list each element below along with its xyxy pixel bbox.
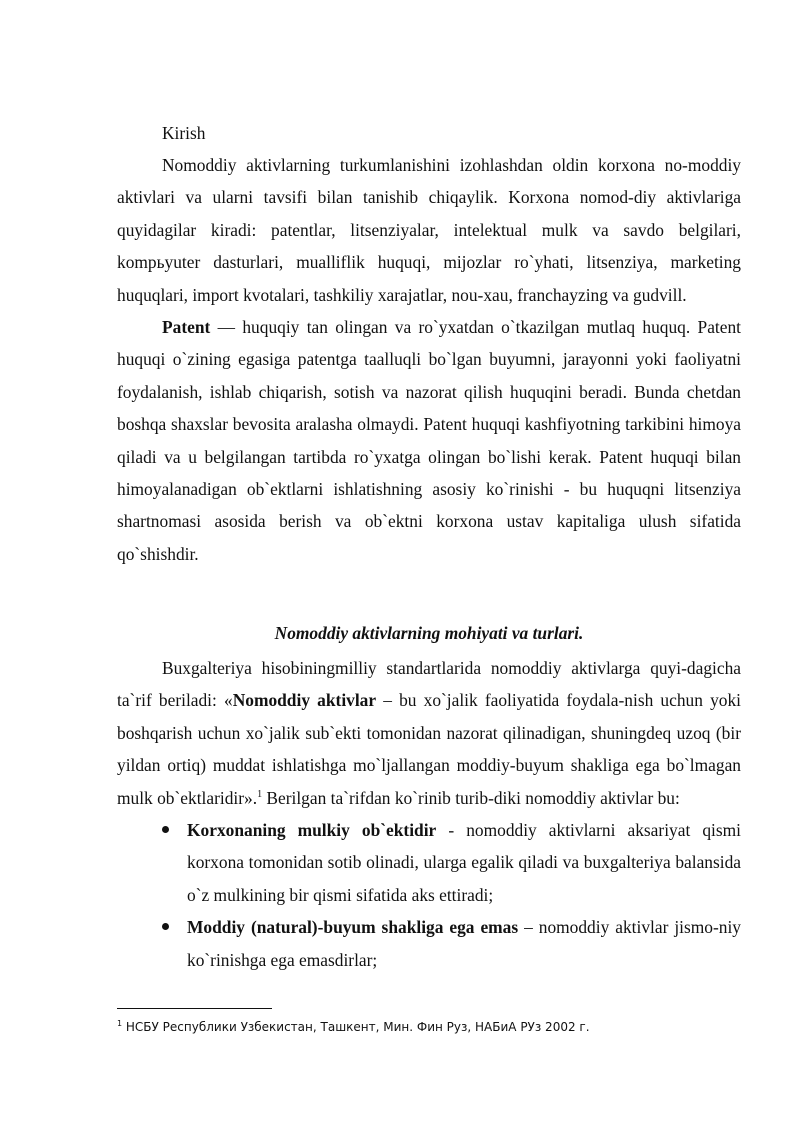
patent-paragraph — [117, 311, 741, 570]
bullet-list — [117, 814, 741, 976]
bullet-text: – nomoddiy aktivlar jismo-niy ko`rinishga ega emasdirlar; — [187, 917, 741, 970]
patent-text: — huquqiy tan olingan va ro`yxatdan o`tkazilgan mutlaq huquq. Patent huquqi o`zining egasiga patentga taalluqli bo`lgan buyumni, jarayonni yoki faoliyatni foydalanish, ishlab chiqarish, sotish va nazorat qilish huquqini beradi. Bunda chetdan boshqa shaxslar bevosita aralasha olmaydi. Patent huquqi kashfiyotning tarkibini himoya qiladi va u belgilangan tartibda ro`yxatga olingan bo`lishi kerak. Patent huquqi bilan himoyalanadigan ob`ektlarni ishlatishning asosiy ko`rinishi - bu huquqni litsenziya shartnomasi asosida berish va ob`ektni korxona ustav kapitaliga ulush sifatida qo`shishdir. — [117, 317, 741, 564]
bullet-term: Moddiy (natural)-buyum shakliga ega emas — [187, 917, 519, 938]
definition-lead: Buxgalteriya hisobiningmilliy standartlarida nomoddiy aktivlarga quyi-dagicha ta`rif beriladi: « — [117, 658, 741, 711]
bullet-icon — [162, 826, 169, 833]
footnote-reference: 1 — [257, 788, 263, 800]
definition-paragraph — [117, 652, 741, 814]
section-title: Nomoddiy aktivlarning mohiyati va turlari. — [274, 623, 584, 643]
bullet-icon — [162, 923, 169, 930]
intro-paragraph: Nomoddiy aktivlarning turkumlanishini izohlashdan oldin korxona no-moddiy aktivlari va ularni tavsifi bilan tanishib chiqaylik. Korxona nomod-diy aktivlariga quyidagilar kiradi: patentlar, litsenziyalar, intelektual mulk va savdo belgilari, kompьyuter dasturlari, mualliflik huquqi, mijozlar ro`yhati, litsenziya, marketing huquqlari, import kvotalari, tashkiliy xarajatlar, nou-xau, franchayzing va gudvill. — [117, 155, 741, 305]
list-item — [117, 814, 741, 911]
definition-term: Nomoddiy aktivlar — [232, 690, 377, 711]
footnote-mark: 1 — [117, 1019, 123, 1028]
footnote-separator — [117, 1008, 272, 1009]
list-item — [117, 911, 741, 976]
patent-term: Patent — [162, 317, 211, 338]
footnote-text: НСБУ Республики Узбекистан, Ташкент, Мин. Фин Руз, НАБиА РУз 2002 г. — [122, 1020, 590, 1034]
bullet-term: Korxonaning mulkiy ob`ektidir — [187, 820, 437, 841]
footnote — [117, 1018, 757, 1036]
definition-tail: Berilgan ta`rifdan ko`rinib turib-diki nomoddiy aktivlar bu: — [262, 787, 680, 808]
definition-text: – bu xo`jalik faoliyatida foydala-nish uchun yoki boshqarish uchun xo`jalik sub`ekti tomonidan nazorat qilinadigan, shuningdeq uzoq (bir yildan ortiq) muddat ishlatishga mo`ljallangan moddiy-buyum shakliga ega bo`lmagan mulk ob`ektlaridir». — [117, 690, 741, 808]
definition-block — [117, 652, 741, 976]
heading-kirish: Kirish — [162, 123, 206, 143]
bullet-text: - nomoddiy aktivlarni aksariyat qismi korxona tomonidan sotib olinadi, ularga egalik qiladi va buxgalteriya balansida o`z mulkining bir qismi sifatida aks ettiradi; — [187, 820, 741, 905]
intro-block — [117, 149, 741, 570]
